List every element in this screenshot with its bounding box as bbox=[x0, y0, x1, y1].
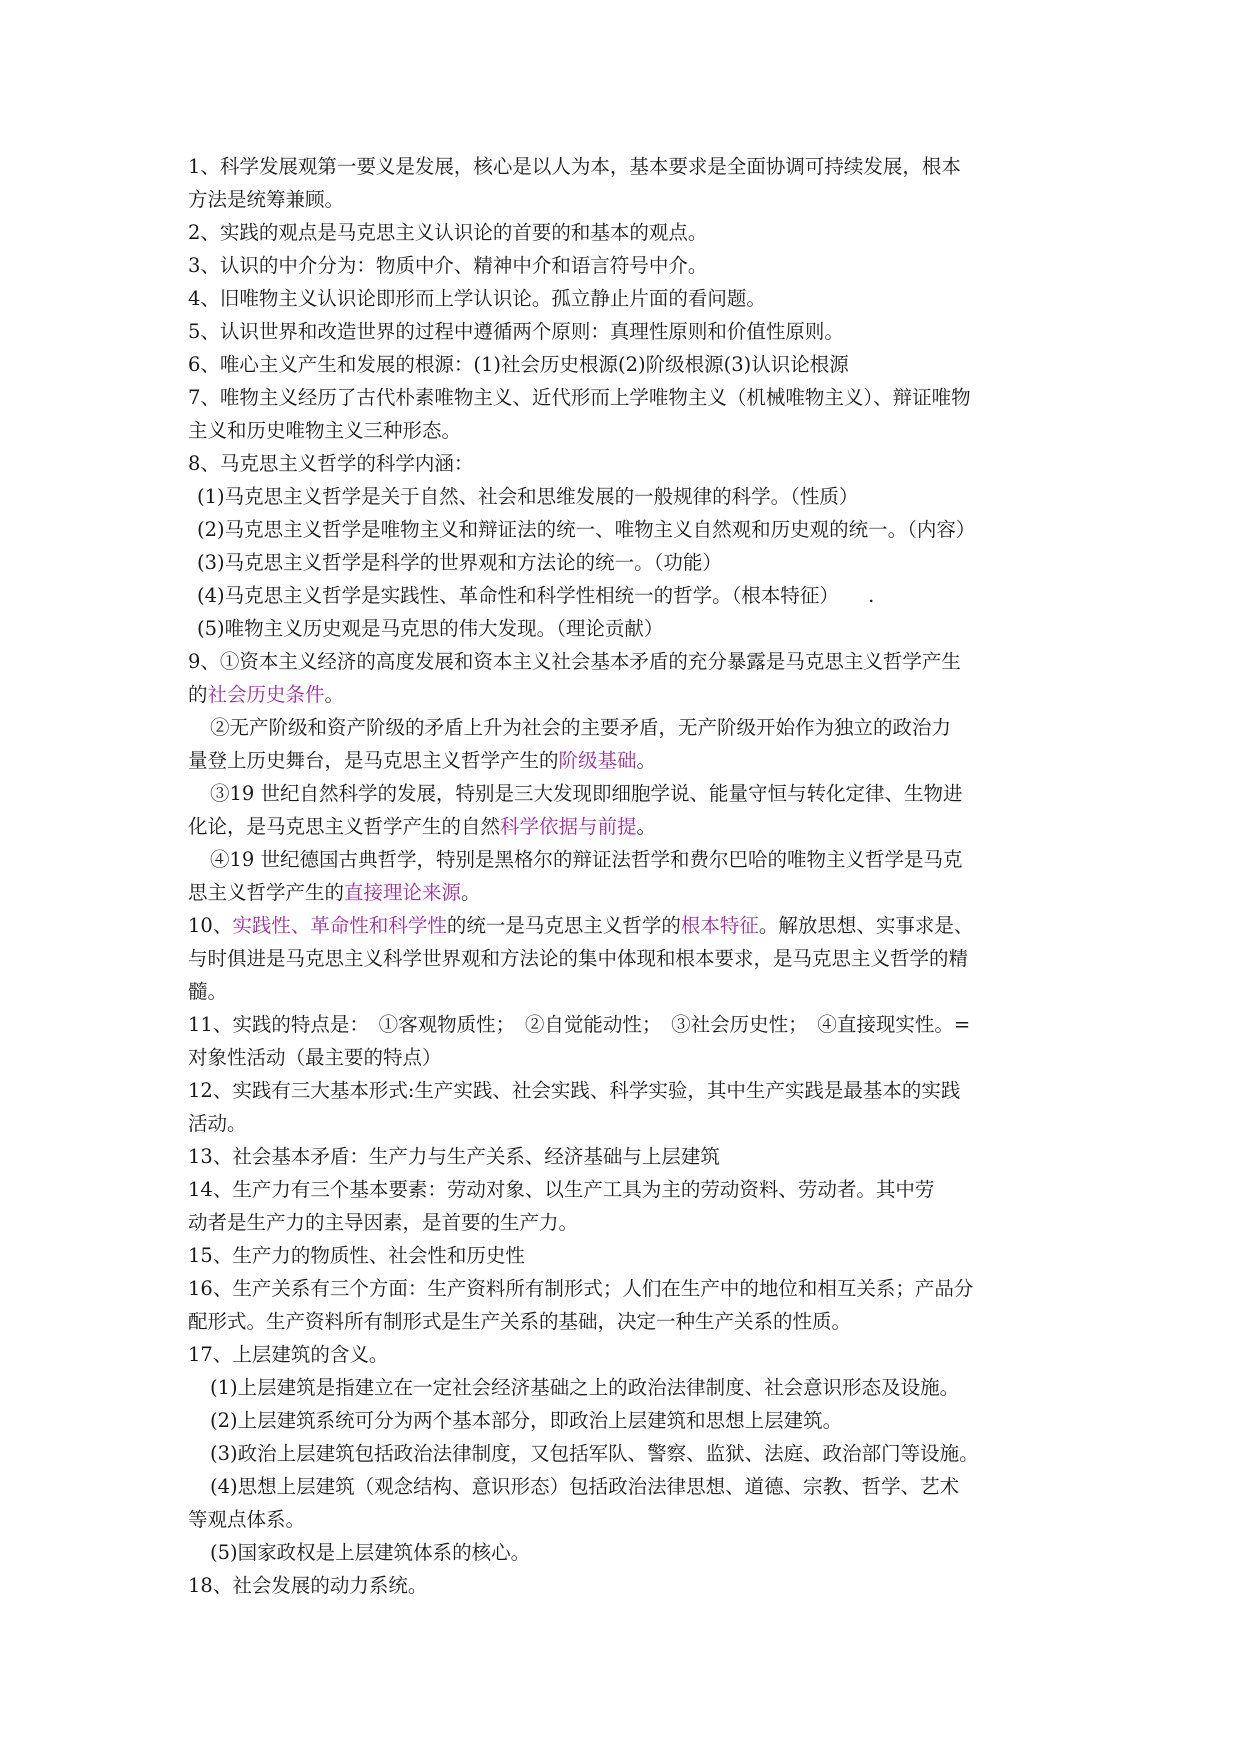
text-line: 2、实践的观点是马克思主义认识论的首要的和基本的观点。 bbox=[188, 221, 708, 244]
text-line: 3、认识的中介分为：物质中介、精神中介和语言符号中介。 bbox=[188, 254, 708, 277]
text-segment: 。 bbox=[636, 749, 657, 772]
text-line: 5、认识世界和改造世界的过程中遵循两个原则：真理性原则和价值性原则。 bbox=[188, 320, 844, 343]
text-line: (4)马克思主义哲学是实践性、革命性和科学性相统一的哲学。（根本特征） . bbox=[197, 584, 875, 607]
text-line: 14、生产力有三个基本要素：劳动对象、以生产工具为主的劳动资料、劳动者。其中劳 bbox=[188, 1178, 935, 1201]
text-line: 主义和历史唯物主义三种形态。 bbox=[188, 419, 462, 442]
highlighted-term: 科学依据与前提 bbox=[500, 815, 637, 838]
text-line: (5)国家政权是上层建筑体系的核心。 bbox=[210, 1541, 531, 1564]
text-line: 15、生产力的物质性、社会性和历史性 bbox=[188, 1244, 525, 1267]
text-line bbox=[188, 744, 1058, 777]
text-line: 16、生产关系有三个方面：生产资料所有制形式；人们在生产中的地位和相互关系；产品分 bbox=[188, 1277, 974, 1300]
text-line: 4、旧唯物主义认识论即形而上学认识论。孤立静止片面的看问题。 bbox=[188, 287, 766, 310]
text-line: 方法是统筹兼顾。 bbox=[188, 188, 345, 211]
text-line: 8、马克思主义哲学的科学内涵： bbox=[188, 452, 474, 475]
text-line: 等观点体系。 bbox=[188, 1508, 306, 1531]
highlighted-term: 直接理论来源 bbox=[344, 881, 462, 904]
highlighted-term: 社会历史条件 bbox=[207, 683, 325, 706]
text-line: ②无产阶级和资产阶级的矛盾上升为社会的主要矛盾，无产阶级开始作为独立的政治力 bbox=[210, 716, 952, 739]
text-line: (2)上层建筑系统可分为两个基本部分，即政治上层建筑和思想上层建筑。 bbox=[210, 1409, 843, 1432]
text-line: 髓。 bbox=[188, 980, 228, 1003]
text-line bbox=[188, 909, 1058, 942]
text-line: (5)唯物主义历史观是马克思的伟大发现。（理论贡献） bbox=[197, 617, 664, 640]
text-line: 对象性活动（最主要的特点） bbox=[188, 1046, 442, 1069]
text-line: 13、社会基本矛盾：生产力与生产关系、经济基础与上层建筑 bbox=[188, 1145, 720, 1168]
text-line: (3)马克思主义哲学是科学的世界观和方法论的统一。（功能） bbox=[197, 551, 722, 574]
text-line: (3)政治上层建筑包括政治法律制度，又包括军队、警察、监狱、法庭、政治部门等设施。 bbox=[210, 1442, 979, 1465]
text-line: ③19 世纪自然科学的发展，特别是三大发现即细胞学说、能量守恒与转化定律、生物进 bbox=[210, 782, 963, 805]
text-line: (4)思想上层建筑（观念结构、意识形态）包括政治法律思想、道德、宗教、哲学、艺术 bbox=[210, 1475, 960, 1498]
text-line bbox=[188, 678, 1058, 711]
text-line: 6、唯心主义产生和发展的根源：(1)社会历史根源(2)阶级根源(3)认识论根源 bbox=[188, 353, 849, 376]
text-line: 12、实践有三大基本形式:生产实践、社会实践、科学实验，其中生产实践是最基本的实践 bbox=[188, 1079, 961, 1102]
text-segment: 量登上历史舞台，是马克思主义哲学产生的 bbox=[188, 749, 559, 772]
text-line: 配形式。生产资料所有制形式是生产关系的基础，决定一种生产关系的性质。 bbox=[188, 1310, 852, 1333]
text-segment: 的 bbox=[188, 683, 208, 706]
text-segment: 。解放思想、实事求是、 bbox=[758, 914, 974, 937]
text-line: 1、科学发展观第一要义是发展，核心是以人为本，基本要求是全面协调可持续发展，根本 bbox=[188, 155, 961, 178]
document-page bbox=[188, 150, 1058, 1602]
text-line bbox=[188, 810, 1058, 843]
text-line: 7、唯物主义经历了古代朴素唯物主义、近代形而上学唯物主义（机械唯物主义）、辩证唯物 bbox=[188, 386, 971, 409]
text-segment: 10、 bbox=[188, 914, 233, 937]
text-line: 动者是生产力的主导因素，是首要的生产力。 bbox=[188, 1211, 579, 1234]
text-segment: 。 bbox=[461, 881, 481, 904]
text-line: (1)上层建筑是指建立在一定社会经济基础之上的政治法律制度、社会意识形态及设施。 bbox=[210, 1376, 960, 1399]
text-segment: 思主义哲学产生的 bbox=[188, 881, 345, 904]
text-line bbox=[188, 876, 1058, 909]
highlighted-term: 阶级基础 bbox=[558, 749, 637, 772]
highlighted-term: 根本特征 bbox=[680, 914, 759, 937]
text-segment: 化论，是马克思主义哲学产生的自然 bbox=[188, 815, 501, 838]
text-line: 活动。 bbox=[188, 1112, 247, 1135]
text-line: 与时俱进是马克思主义科学世界观和方法论的集中体现和根本要求，是马克思主义哲学的精 bbox=[188, 947, 969, 970]
text-segment: 。 bbox=[636, 815, 657, 838]
text-line: (1)马克思主义哲学是关于自然、社会和思维发展的一般规律的科学。（性质） bbox=[197, 485, 859, 508]
text-line: 9、①资本主义经济的高度发展和资本主义社会基本矛盾的充分暴露是马克思主义哲学产生 bbox=[188, 650, 961, 673]
text-line: 18、社会发展的动力系统。 bbox=[188, 1574, 428, 1597]
text-segment: 。 bbox=[324, 683, 345, 706]
text-line: 17、上层建筑的含义。 bbox=[188, 1343, 389, 1366]
text-line: ④19 世纪德国古典哲学，特别是黑格尔的辩证法哲学和费尔巴哈的唯物主义哲学是马克 bbox=[210, 848, 963, 871]
text-line: 11、实践的特点是： ①客观物质性； ②自觉能动性； ③社会历史性； ④直接现实性。= bbox=[188, 1013, 971, 1036]
highlighted-term: 实践性、革命性和科学性 bbox=[232, 914, 447, 937]
text-line: (2)马克思主义哲学是唯物主义和辩证法的统一、唯物主义自然观和历史观的统一。（内容） bbox=[197, 518, 976, 541]
text-segment: 的统一是马克思主义哲学的 bbox=[446, 914, 681, 937]
